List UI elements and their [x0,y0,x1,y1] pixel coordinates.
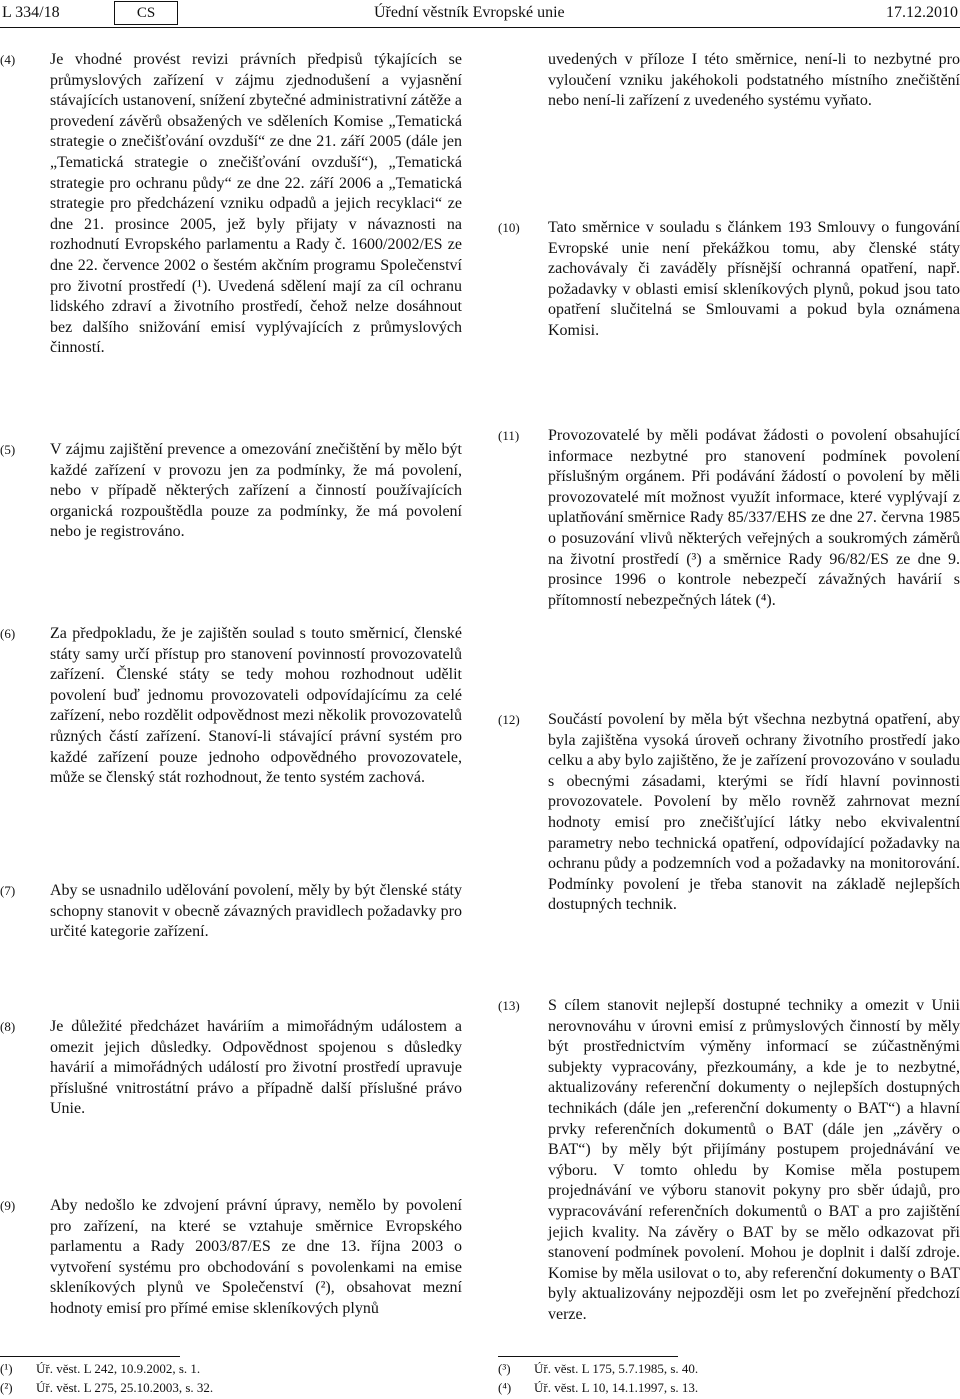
recital-text: Aby se usnadnilo udělování povolení, měly by být členské státy schopny stanovit v obecně závazných pravidlech požadavky pro určité kategorie zařízení. [50,882,462,941]
recital-number: (13) [498,998,520,1013]
footnote-4 [498,1378,960,1398]
recital-text: Je vhodné provést revizi právních předpisů týkajících se průmyslových zařízení v zájmu zjednodušení a vyjasnění stávajících ustanovení, snížení zbytečné administrativní zátěže a provedení závěrů obsažených ve sděleních Komise „Tematická strategie o znečišťování ovzduší“ ze dne 21. září 2005 (dále jen „Tematická strategie o znečišťování ovzduší“), „Tematická strategie pro ochranu půdy“ ze dne 22. září 2006 a „Tematická strategie pro předcházení vzniku odpadů a jejich recyklaci“ ze dne 21. prosince 2005, jež byly přijaty v návaznosti na rozhodnutí Evropského parlamentu a Rady č. 1600/2002/ES ze dne 22. července 2002 o šestém akčním programu Společenství pro životní prostředí (¹). Uvedená sdělení mají za cíl ochranu lidského zdraví a životního prostředí, čehož nelze dosáhnout bez dalšího snižování emisí vyplývajících z průmyslových činností. [50,51,462,357]
header-rule [0,27,960,28]
footnote-mark: (¹) [0,1361,13,1376]
footnote-rule-right [498,1356,678,1357]
footnote-rule-left [0,1356,180,1357]
footnote-text: Úř. věst. L 275, 25.10.2003, s. 32. [36,1380,214,1395]
recital-number: (11) [498,428,520,443]
footnote-mark: (³) [498,1361,511,1376]
recital-text: S cílem stanovit nejlepší dostupné techniky a omezit v Unii nerovnováhu v úrovni emisí z průmyslových činností by měly být prostřednictvím výměny informací se zúčastněnými subjekty vypracovány, přezkoumány, a kde je to nezbytné, aktualizovány referenční dokumenty o nejlepších dostupných technikách (dále jen „referenční dokumenty o BAT“) a hlavní prvky referenčních dokumentů o BAT (dále jen „závěry o BAT“) by měly být přijímány postupem projednávání ve výboru. V tomto ohledu by Komise měla postupem projednávání ve výboru stanovit pokyny pro sběr údajů, pro vypracovávání referenčních dokumentů o BAT a pro zajištění jejich kvality. Na závěry o BAT by se mělo odkazovat při stanovení podmínek povolení. Mohou je doplnit i další zdroje. Komise by měla usilovat o to, aby referenční dokumenty o BAT byly aktualizovány nejpozději osm let po zveřejnění předchozí verze. [548,997,960,1323]
recital-text: Aby nedošlo ke zdvojení právní úpravy, nemělo by povolení pro zařízení, na které se vztahuje směrnice Evropského parlamentu a Rady 2003/87/ES ze dne 13. října 2003 o vytvoření systému pro obchodování s povolenkami na emise skleníkových plynů ve Společenství (²), obsahovat mezní hodnoty emisí pro přímé emise skleníkových plynů [50,1197,462,1317]
language-code-box: CS [114,1,178,25]
recital-number: (12) [498,712,520,727]
recital-number: (7) [0,883,16,898]
recital-text: Součástí povolení by měla být všechna nezbytná opatření, aby byla zajištěna vysoká úroveň ochrany životního prostředí jako celku a aby bylo zajištěno, že je zařízení provozováno v souladu s obecnými zásadami, kterými se řídí hlavní povinnosti provozovatele. Povolení by mělo rovněž zahrnovat mezní hodnoty emisí pro znečišťující látky nebo ekvivalentní parametry nebo technická opatření, odpovídající požadavky na ochranu půdy a podzemních vod a požadavky na monitorování. Podmínky povolení je třeba stanovit na základě nejlepších dostupných technik. [548,711,960,914]
recital-text: Tato směrnice v souladu s článkem 193 Smlouvy o fungování Evropské unie není překážkou tomu, aby členské státy zachovávaly či zaváděly přísnější ochranná opatření, např. požadavky v oblasti emisí skleníkových plynů, pokud jsou tato opatření slučitelná se Smlouvami a pokud byla oznámena Komisi. [548,219,960,339]
recital-text: Za předpokladu, že je zajištěn soulad s touto směrnicí, členské státy samy určí přístup pro stanovení povinností provozovatelů zařízení. Členské státy se tedy mohou rozhodnout udělit povolení buď jednomu provozovateli odpovídajícímu za celé zařízení, nebo rozdělit odpovědnost mezi několik provozovatelů různých částí zařízení. Stanoví-li stávající právní systém pro každé zařízení pouze jednoho odpovědného provozovatele, může se členský stát rozhodnout, že tento systém zachová. [50,625,462,787]
issue-date: 17.12.2010 [886,4,958,21]
recital-text: Je důležité předcházet haváriím a mimořádným událostem a omezit jejich důsledky. Odpovědnost spojenou s důsledky havárií a mimořádných událostí pro životní prostředí upravuje příslušné vnitrostátní právo a případně další příslušné právo Unie. [50,1018,462,1118]
recital-number: (9) [0,1198,16,1213]
recital-number: (5) [0,442,16,457]
footnote-mark: (²) [0,1380,13,1395]
recital-number: (8) [0,1019,16,1034]
page-header [0,0,960,30]
recital-text: V zájmu zajištění prevence a omezování znečištění by mělo být každé zařízení v provozu jen za podmínky, že má povolení, nebo v případě některých zařízení a činností používajících organická rozpouštědla pouze za podmínky, že má povolení nebo je registrováno. [50,441,462,541]
footnote-3 [498,1359,960,1379]
journal-title: Úřední věstník Evropské unie [374,4,565,21]
footnote-text: Úř. věst. L 10, 14.1.1997, s. 13. [534,1380,699,1395]
recital-text: uvedených v příloze I této směrnice, není-li to nezbytné pro vyloučení vzniku jakéhokoli podstatného místního znečištění nebo není-li zařízení z uvedeného systému vyňato. [548,51,960,110]
recital-number: (4) [0,52,16,67]
footnote-mark: (⁴) [498,1380,512,1395]
recital-number: (6) [0,626,16,641]
page-reference: L 334/18 [2,4,60,21]
footnote-2 [0,1378,462,1398]
footnote-text: Úř. věst. L 175, 5.7.1985, s. 40. [534,1361,699,1376]
recital-text: Provozovatelé by měli podávat žádosti o povolení obsahující informace nezbytné pro stanovení podmínek povolení příslušným orgánem. Při podávání žádostí o povolení by měli provozovatelé mít možnost využít informace, které vyplývají z uplatňování směrnice Rady 85/337/EHS ze dne 27. června 1985 o posuzování vlivů některých veřejných a soukromých záměrů na životní prostředí (³) a směrnice Rady 96/82/ES ze dne 9. prosince 1996 o kontrole nebezpečí závažných havárií s přítomností nebezpečných látek (⁴). [548,427,960,609]
footnote-text: Úř. věst. L 242, 10.9.2002, s. 1. [36,1361,201,1376]
footnote-1 [0,1359,462,1379]
recital-number: (10) [498,220,520,235]
